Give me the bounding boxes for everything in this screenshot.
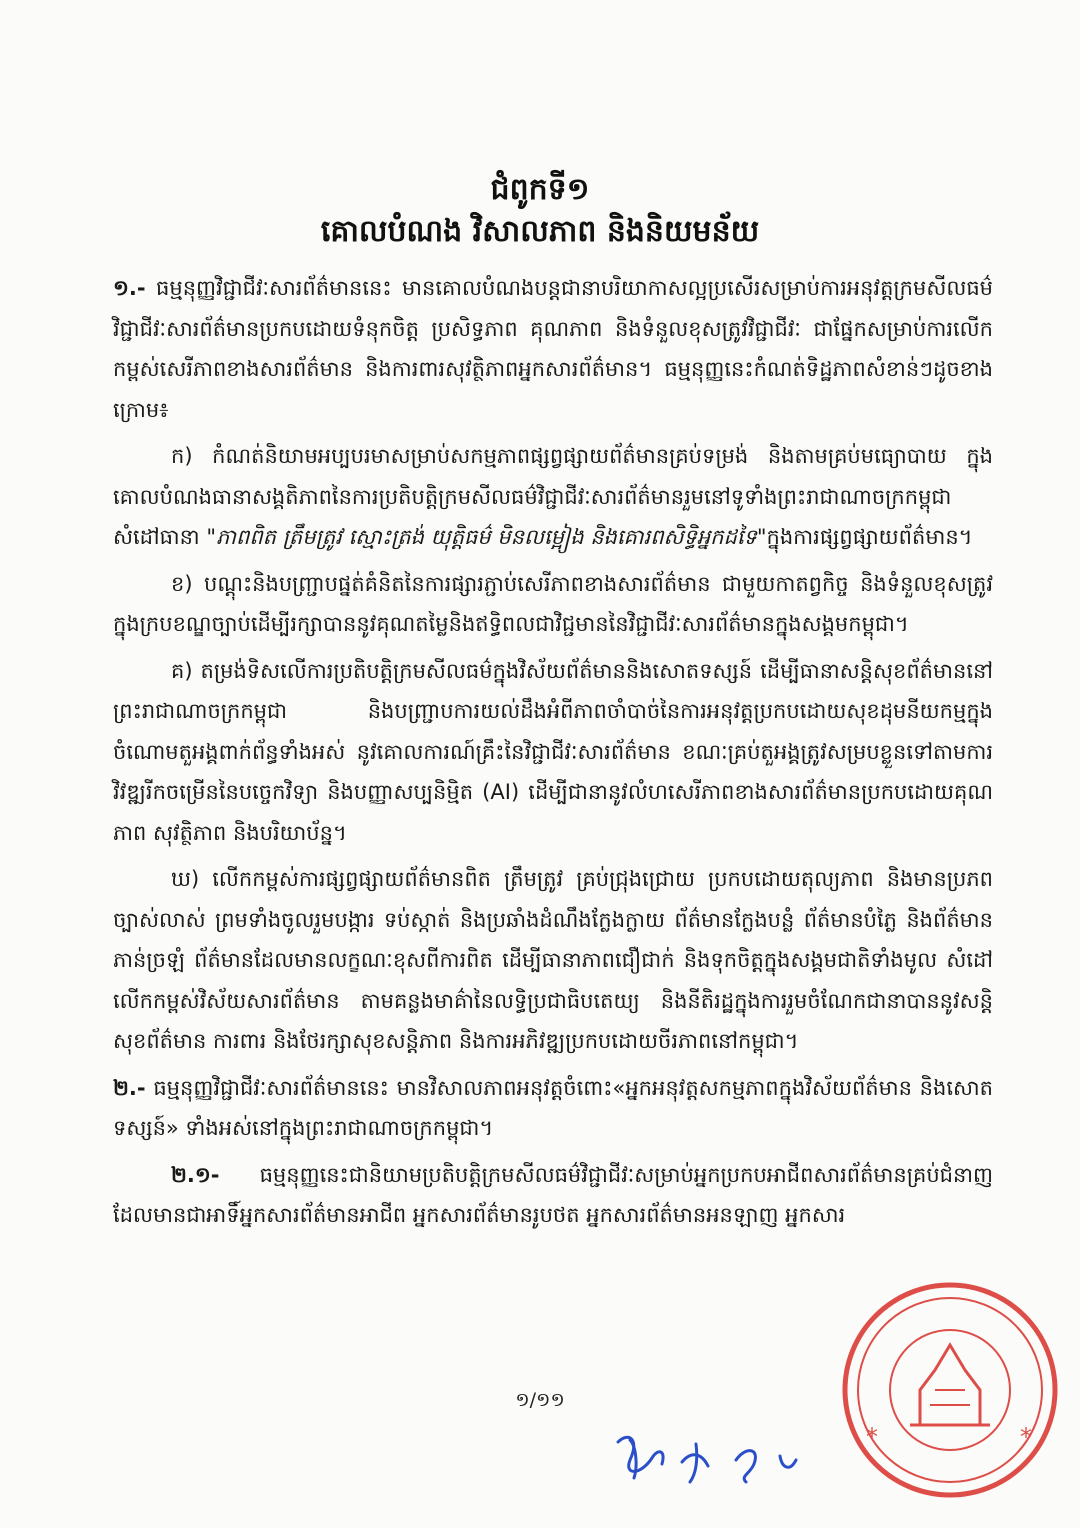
paragraph-1 bbox=[113, 268, 993, 430]
paragraph-1d bbox=[113, 859, 993, 1062]
signature-icon bbox=[600, 1420, 820, 1490]
chapter-subtitle: គោលបំណង វិសាលភាព និងនិយមន័យ bbox=[320, 214, 760, 249]
paragraph-text: ធម្មនុញ្ញវិជ្ជាជីវៈសារព័ត៌មាននេះ មានវិសាលភាពអនុវត្តចំពោះ«អ្នកអនុវត្តសកម្មភាពក្នុងវិស័យព័ត៌មាន និងសោតទស្សន៍» ទាំងអស់នៅក្នុងព្រះរាជាណាចក្រកម្ពុជា។ bbox=[113, 1075, 993, 1140]
svg-text:*: * bbox=[1020, 1423, 1032, 1451]
svg-text:*: * bbox=[866, 1423, 878, 1451]
paragraph-2 bbox=[113, 1068, 993, 1149]
paragraph-text: ធម្មនុញ្ញវិជ្ជាជីវៈសារព័ត៌មាននេះ មានគោលបំណងបន្តជានាបរិយាកាសល្អប្រសើរសម្រាប់ការអនុវត្តក្រមសីលធម៌វិជ្ជាជីវៈសារព័ត៌មានប្រកបដោយទំនុកចិត្ត ប្រសិទ្ធភាព គុណភាព និងទំនួលខុសត្រូវវិជ្ជាជីវៈ ជាផ្នែកសម្រាប់ការលើកកម្ពស់សេរីភាពខាងសារព័ត៌មាន និងការពារសុវត្ថិភាពអ្នកសារព័ត៌មាន។ ធម្មនុញ្ញនេះកំណត់ទិដ្ឋភាពសំខាន់ៗដូចខាងក្រោម៖ bbox=[113, 276, 993, 422]
paragraph-text: ក្នុងការផ្សព្វផ្សាយព័ត៌មាន។ bbox=[766, 525, 973, 549]
page-number: ១/១១ bbox=[515, 1389, 565, 1411]
paragraph-number: ២.១- bbox=[171, 1162, 220, 1187]
paragraph-1b bbox=[113, 564, 993, 645]
paragraph-1c bbox=[113, 651, 993, 854]
paragraph-text: ធម្មនុញ្ញនេះជានិយាមប្រតិបត្តិក្រមសីលធម៌វិជ្ជាជីវៈសម្រាប់អ្នកប្រកបអាជីពសារព័ត៌មានគ្រប់ជំនាញ ដែលមានជាអាទិ៍អ្នកសារព័ត៌មានអាជីព អ្នកសារព័ត៌មានរូបថត អ្នកសារព័ត៌មានអនឡាញ អ្នកសារ bbox=[113, 1162, 993, 1227]
chapter-title: ជំពូកទី១ bbox=[490, 172, 590, 207]
quoted-principles: "ភាពពិត ត្រឹមត្រូវ ស្មោះត្រង់ យុត្តិធម៌ មិនលម្អៀង និងគោរពសិទ្ធិអ្នកដទៃ" bbox=[206, 525, 767, 549]
paragraph-text: ក) កំណត់និយាមអប្បបរមាសម្រាប់សកម្មភាពផ្សព្វផ្សាយព័ត៌មានគ្រប់ទម្រង់ និងតាមគ្រប់មធ្យោបាយ ក្នុងគោលបំណងធានាសង្គតិភាពនៃការប្រតិបត្តិក្រមសីលធម៌វិជ្ជាជីវៈសារព័ត៌មានរួមនៅទូទាំងព្រះរាជាណាចក្រកម្ពុជា សំដៅធានា bbox=[113, 444, 993, 549]
paragraph-number: ១.- bbox=[113, 276, 146, 300]
paragraph-text: ខ) បណ្ដុះនិងបញ្ជ្រាបផ្នត់គំនិតនៃការផ្សារភ្ជាប់សេរីភាពខាងសារព័ត៌មាន ជាមួយកាតព្វកិច្ច និងទំនួលខុសត្រូវក្នុងក្របខណ្ឌច្បាប់ដើម្បីរក្សាបាននូវគុណតម្លៃនិងឥទ្ធិពលជាវិជ្ជមាននៃវិជ្ជាជីវៈសារព័ត៌មានក្នុងសង្គមកម្ពុជា។ bbox=[113, 571, 993, 636]
paragraph-text: ឃ) លើកកម្ពស់ការផ្សព្វផ្សាយព័ត៌មានពិត ត្រឹមត្រូវ គ្រប់ជ្រុងជ្រោយ ប្រកបដោយតុល្យភាព និងមានប្រភពច្បាស់លាស់ ព្រមទាំងចូលរួមបង្ការ ទប់ស្កាត់ និងប្រឆាំងដំណឹងក្លែងក្លាយ ព័ត៌មានក្លែងបន្លំ ព័ត៌មានបំភ្លៃ និងព័ត៌មានភាន់ច្រឡំ ព័ត៌មានដែលមានលក្ខណៈខុសពីការពិត ដើម្បីធានាភាពជឿជាក់ និងទុកចិត្តក្នុងសង្គមជាតិទាំងមូល សំដៅលើកកម្ពស់វិស័យសារព័ត៌មាន តាមគន្លងមាគ៌ានៃលទ្ធិប្រជាធិបតេយ្យ និងនីតិរដ្ឋក្នុងការរួមចំណែកជានាបាននូវសន្តិសុខព័ត៌មាន ការពារ និងថែរក្សាសុខសន្តិភាព និងការអភិវឌ្ឍប្រកបដោយចីរភាពនៅកម្ពុជា។ bbox=[113, 867, 993, 1053]
paragraph-number: ២.- bbox=[113, 1075, 146, 1100]
document-body bbox=[113, 268, 993, 1242]
paragraph-text: គ) តម្រង់ទិសលើការប្រតិបត្តិក្រមសីលធម៌ក្នុងវិស័យព័ត៌មាននិងសោតទស្សន៍ ដើម្បីធានាសន្តិសុខព័ត៌មាននៅព្រះរាជាណាចក្រកម្ពុជា និងបញ្ជ្រាបការយល់ដឹងអំពីភាពចាំបាច់នៃការអនុវត្តប្រកបដោយសុខដុមនីយកម្មក្នុងចំណោមតួអង្គពាក់ព័ន្ធទាំងអស់ នូវគោលការណ៍គ្រឹះនៃវិជ្ជាជីវៈសារព័ត៌មាន ខណៈគ្រប់តួអង្គត្រូវសម្របខ្លួនទៅតាមការវិវឌ្ឍរីកចម្រើននៃបច្ចេកវិទ្យា និងបញ្ញាសប្បនិម្មិត (AI) ដើម្បីជានានូវលំហសេរីភាពខាងសារព័ត៌មានប្រកបដោយគុណភាព សុវត្ថិភាព និងបរិយាប័ន្ន។ bbox=[113, 658, 993, 845]
paragraph-1a bbox=[113, 436, 993, 558]
paragraph-2-1 bbox=[113, 1155, 993, 1236]
ministry-seal-icon bbox=[800, 1240, 1060, 1500]
